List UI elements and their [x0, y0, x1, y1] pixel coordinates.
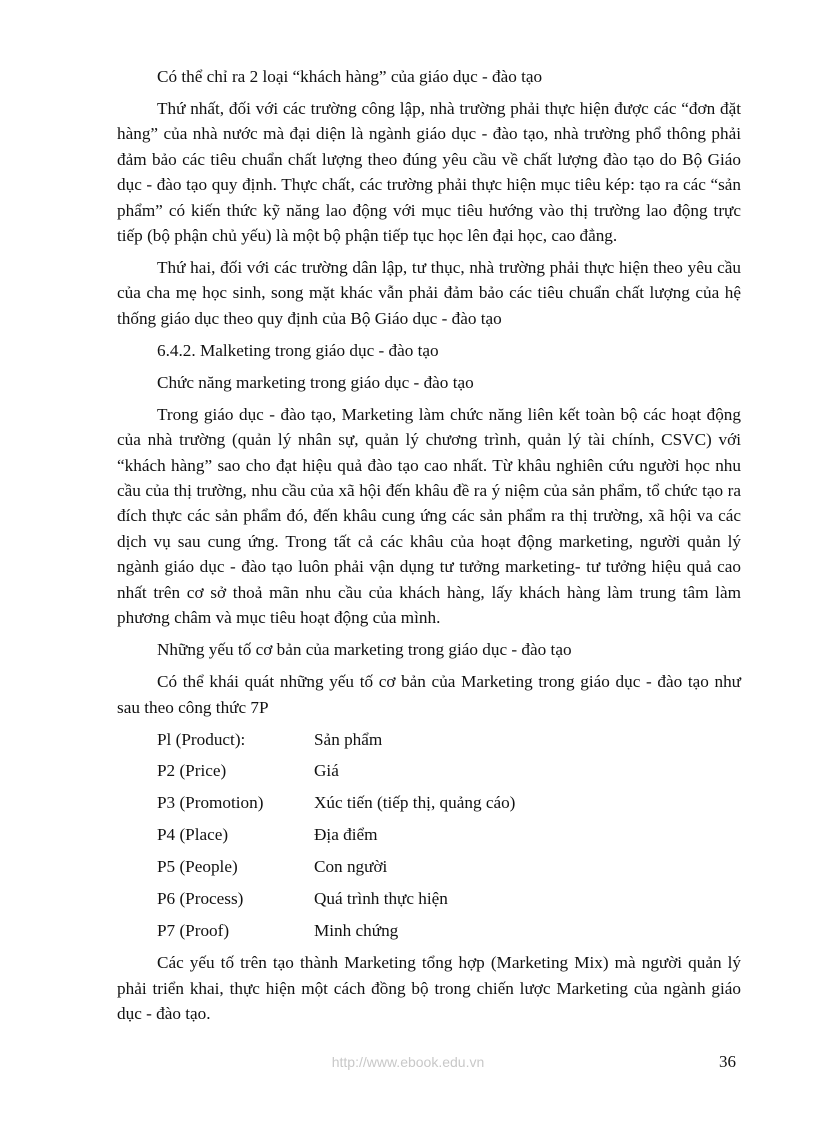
- list-item: [117, 854, 741, 879]
- document-page: [117, 64, 741, 1033]
- item-description: Giá: [314, 761, 339, 781]
- item-description: Minh chứng: [314, 921, 399, 941]
- paragraph-private-schools: Thứ hai, đối với các trường dân lập, tư thục, nhà trường phải thực hiện theo yêu cầu của cha mẹ học sinh, song mặt khác vẫn phải đảm bảo các tiêu chuẩn chất lượng của hệ thống giáo dục theo quy định của Bộ Giáo dục - đào tạo: [117, 258, 741, 328]
- item-description: Con người: [314, 857, 388, 877]
- subsection-heading-elements: Những yếu tố cơ bản của marketing trong giáo dục - đào tạo: [157, 640, 572, 660]
- marketing-7p-list: [117, 727, 741, 944]
- subsection-heading-function: Chức năng marketing trong giáo dục - đào tạo: [157, 372, 474, 392]
- list-item: [117, 822, 741, 847]
- item-code: P5 (People): [157, 857, 238, 877]
- item-description: Sản phẩm: [314, 729, 383, 749]
- paragraph-public-schools: Thứ nhất, đối với các trường công lập, nhà trường phải thực hiện được các “đơn đặt hàng” của nhà nước mà đại diện là ngành giáo dục - đào tạo, nhà trường phổ thông phải đảm bảo các tiêu chuẩn chất lượng theo đúng yêu cầu về chất lượng đào tạo do Bộ Giáo dục - đào tạo quy định. Thực chất, các trường phải thực hiện mục tiêu kép: tạo ra các “sản phẩm” có kiến thức kỹ năng lao động với mục tiêu hướng vào thị trường lao động trực tiếp (bộ phận chủ yếu) là một bộ phận tiếp tục học lên đại học, cao đẳng.: [117, 99, 741, 246]
- footer-url-link[interactable]: http://www.ebook.edu.vn: [331, 1054, 485, 1070]
- list-item: [117, 758, 741, 783]
- page-number: 36: [719, 1052, 736, 1071]
- item-description: Xúc tiến (tiếp thị, quảng cáo): [314, 793, 516, 813]
- list-item: [117, 727, 741, 752]
- item-code: P3 (Promotion): [157, 793, 264, 813]
- list-item: [117, 918, 741, 943]
- item-code: P4 (Place): [157, 825, 229, 845]
- item-code: P7 (Proof): [157, 921, 230, 941]
- paragraph-marketing-mix: Các yếu tố trên tạo thành Marketing tổng hợp (Marketing Mix) mà người quản lý phải triển khai, thực hiện một cách đồng bộ trong chiến lược Marketing của ngành giáo dục - đào tạo.: [117, 953, 741, 1024]
- item-code: P2 (Price): [157, 761, 227, 781]
- paragraph-intro: Có thể chỉ ra 2 loại “khách hàng” của giáo dục - đào tạo: [157, 67, 543, 86]
- section-heading: 6.4.2. Malketing trong giáo dục - đào tạo: [157, 340, 439, 360]
- item-code: Pl (Product):: [157, 729, 246, 749]
- list-item: [117, 790, 741, 815]
- item-description: Quá trình thực hiện: [314, 889, 448, 909]
- paragraph-7p-intro: Có thể khái quát những yếu tố cơ bản của Marketing trong giáo dục - đào tạo như sau theo công thức 7P: [117, 672, 741, 717]
- list-item: [117, 886, 741, 911]
- paragraph-marketing-function: Trong giáo dục - đào tạo, Marketing làm chức năng liên kết toàn bộ các hoạt động của nhà trường (quản lý nhân sự, quản lý chương trình, quản lý tài chính, CSVC) với “khách hàng” sao cho đạt hiệu quả đào tạo cao nhất. Từ khâu nghiên cứu người học nhu cầu của thị trường, nhu cầu của xã hội đến khâu đề ra ý niệm của sản phẩm, tổ chức tạo ra đích thực các sản phẩm đó, đến khâu cung ứng các sản phẩm ra thị trường, xã hội va các dịch vụ sau cung ứng. Trong tất cả các khâu của hoạt động marketing, người quản lý ngành giáo dục - đào tạo luôn phải vận dụng tư tưởng marketing- tư tưởng hiệu quả cao nhất trên cơ sở thoả mãn nhu cầu của khách hàng, lấy khách hàng làm trung tâm làm phương châm và mục tiêu hoạt động của mình.: [117, 404, 741, 628]
- item-code: P6 (Process): [157, 889, 244, 909]
- item-description: Địa điểm: [314, 825, 378, 845]
